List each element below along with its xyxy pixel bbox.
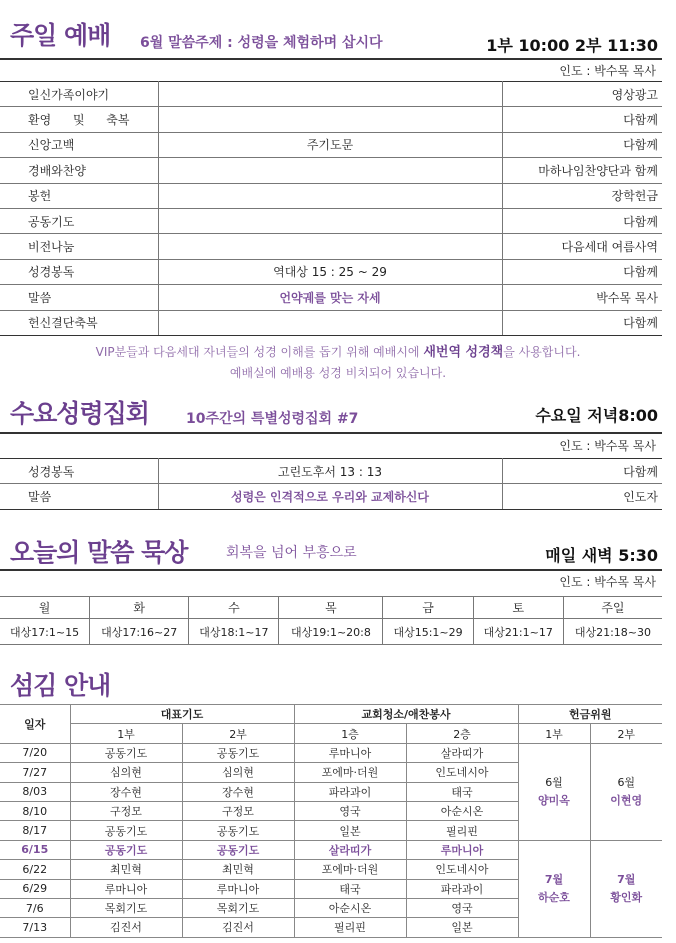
sunday-title: 주일 예배 bbox=[10, 21, 111, 50]
table-row bbox=[0, 743, 662, 762]
order-content bbox=[158, 158, 502, 183]
cell-p1: 최민혁 bbox=[70, 860, 182, 879]
order-row bbox=[0, 107, 662, 132]
divider bbox=[0, 432, 662, 434]
wednesday-time: 수요일 저녁8:00 bbox=[535, 406, 658, 425]
sub-header: 1부 bbox=[518, 724, 590, 743]
order-content: 역대상 15 : 25 ~ 29 bbox=[158, 259, 502, 284]
cell-date: 7/20 bbox=[0, 743, 70, 762]
cell-p2: 심의현 bbox=[182, 763, 294, 782]
cell-c1: 필리핀 bbox=[294, 918, 406, 937]
reading-cell: 대상15:1~29 bbox=[383, 619, 473, 645]
cell-c1: 태국 bbox=[294, 879, 406, 898]
order-by: 마하나임찬양단과 함께 bbox=[502, 158, 662, 183]
order-content: 성령은 인격적으로 우리와 교제하신다 bbox=[158, 484, 502, 509]
cell-c2: 루마니아 bbox=[406, 840, 518, 859]
order-row bbox=[0, 484, 662, 509]
order-content bbox=[158, 107, 502, 132]
cell-p2: 목회기도 bbox=[182, 898, 294, 917]
cell-date: 7/13 bbox=[0, 918, 70, 937]
cell-c1: 일본 bbox=[294, 821, 406, 840]
sub-header: 2부 bbox=[590, 724, 662, 743]
cell-p2: 김진서 bbox=[182, 918, 294, 937]
wednesday-theme: 10주간의 특별성령집회 #7 bbox=[186, 411, 359, 427]
cell-p1: 공동기도 bbox=[70, 821, 182, 840]
finance-month: 7월 bbox=[544, 872, 564, 886]
notice-text: VIP분들과 다음세대 자녀들의 성경 이해를 돕기 위해 예배시에 bbox=[95, 345, 424, 359]
cell-date: 7/27 bbox=[0, 763, 70, 782]
order-by: 다함께 bbox=[502, 259, 662, 284]
day-label: 토 bbox=[473, 597, 563, 619]
day-label: 목 bbox=[279, 597, 383, 619]
reading-cell: 대상17:16~27 bbox=[90, 619, 189, 645]
divider bbox=[0, 58, 662, 60]
col-date-header: 일자 bbox=[0, 705, 70, 744]
day-label: 월 bbox=[0, 597, 90, 619]
cell-p2: 구정모 bbox=[182, 801, 294, 820]
sunday-theme: 6월 말씀주제 : 성령을 체험하며 삽시다 bbox=[140, 35, 383, 51]
order-content bbox=[158, 82, 502, 107]
cell-c2: 일본 bbox=[406, 918, 518, 937]
cell-date: 8/17 bbox=[0, 821, 70, 840]
divider bbox=[0, 569, 662, 571]
order-item: 헌신결단축복 bbox=[0, 310, 158, 335]
cell-date: 8/03 bbox=[0, 782, 70, 801]
sub-header: 2부 bbox=[182, 724, 294, 743]
sunday-order-table bbox=[0, 81, 662, 336]
cell-p2: 루마니아 bbox=[182, 879, 294, 898]
sub-header: 1층 bbox=[294, 724, 406, 743]
cell-c1: 루마니아 bbox=[294, 743, 406, 762]
meditation-leader: 인도 : 박수목 목사 bbox=[559, 575, 656, 589]
meditation-title: 오늘의 말씀 묵상 bbox=[10, 538, 188, 567]
finance-name: 황인화 bbox=[610, 890, 643, 904]
finance-month: 7월 bbox=[617, 872, 636, 886]
cell-c1: 파라과이 bbox=[294, 782, 406, 801]
order-by: 다함께 bbox=[502, 208, 662, 233]
order-item: 공동기도 bbox=[0, 208, 158, 233]
cell-p1: 김진서 bbox=[70, 918, 182, 937]
cell-p2: 공동기도 bbox=[182, 840, 294, 859]
order-row bbox=[0, 234, 662, 259]
order-item: 성경봉독 bbox=[0, 459, 158, 484]
finance-cell bbox=[518, 743, 590, 840]
order-by: 다함께 bbox=[502, 459, 662, 484]
order-content bbox=[158, 183, 502, 208]
cell-p2: 공동기도 bbox=[182, 821, 294, 840]
cell-c2: 살라띠가 bbox=[406, 743, 518, 762]
cell-date: 8/10 bbox=[0, 801, 70, 820]
order-content: 언약궤를 맞는 자세 bbox=[158, 285, 502, 310]
order-by: 영상광고 bbox=[502, 82, 662, 107]
week-readings-row bbox=[0, 619, 662, 645]
order-row bbox=[0, 183, 662, 208]
reading-cell: 대상17:1~15 bbox=[0, 619, 90, 645]
order-by: 인도자 bbox=[502, 484, 662, 509]
sunday-time: 1부 10:00 2부 11:30 bbox=[486, 36, 658, 55]
cell-p2: 공동기도 bbox=[182, 743, 294, 762]
cell-p1: 공동기도 bbox=[70, 840, 182, 859]
order-content bbox=[158, 310, 502, 335]
cell-date: 6/29 bbox=[0, 879, 70, 898]
cell-c1: 영국 bbox=[294, 801, 406, 820]
cell-p1: 심의현 bbox=[70, 763, 182, 782]
cell-c2: 필리핀 bbox=[406, 821, 518, 840]
order-item: 말씀 bbox=[0, 285, 158, 310]
cell-p1: 루마니아 bbox=[70, 879, 182, 898]
notice-text: 을 사용합니다. bbox=[503, 345, 581, 359]
wednesday-leader: 인도 : 박수목 목사 bbox=[559, 439, 656, 453]
order-item: 경배와찬양 bbox=[0, 158, 158, 183]
service-title: 섬김 안내 bbox=[10, 671, 111, 700]
cell-p1: 목회기도 bbox=[70, 898, 182, 917]
reading-cell: 대상18:1~17 bbox=[189, 619, 279, 645]
cell-c1: 포에마·더원 bbox=[294, 763, 406, 782]
cell-c1: 포에마·더원 bbox=[294, 860, 406, 879]
finance-name: 이현영 bbox=[610, 793, 643, 807]
sunday-leader: 인도 : 박수목 목사 bbox=[559, 64, 656, 78]
cell-p2: 장수현 bbox=[182, 782, 294, 801]
day-label: 주일 bbox=[563, 597, 662, 619]
finance-name: 하순호 bbox=[538, 890, 570, 904]
cell-c2: 영국 bbox=[406, 898, 518, 917]
order-row bbox=[0, 132, 662, 157]
table-row bbox=[0, 840, 662, 859]
cell-c2: 파라과이 bbox=[406, 879, 518, 898]
group-prayer-header: 대표기도 bbox=[70, 705, 294, 724]
cell-p1: 장수현 bbox=[70, 782, 182, 801]
finance-name: 양미옥 bbox=[538, 793, 570, 807]
sub-header: 1부 bbox=[70, 724, 182, 743]
order-content: 고린도후서 13 : 13 bbox=[158, 459, 502, 484]
service-table bbox=[0, 704, 662, 938]
order-row bbox=[0, 459, 662, 484]
order-item: 일신가족이야기 bbox=[0, 82, 158, 107]
reading-cell: 대상19:1~20:8 bbox=[279, 619, 383, 645]
notice-text-2: 예배실에 예배용 성경 비치되어 있습니다. bbox=[229, 366, 447, 380]
order-by: 박수목 목사 bbox=[502, 285, 662, 310]
cell-c2: 태국 bbox=[406, 782, 518, 801]
cell-p1: 공동기도 bbox=[70, 743, 182, 762]
order-item: 봉헌 bbox=[0, 183, 158, 208]
order-row bbox=[0, 158, 662, 183]
wednesday-order-table bbox=[0, 458, 662, 510]
finance-cell bbox=[518, 840, 590, 937]
day-label: 화 bbox=[90, 597, 189, 619]
group-finance-header: 헌금위원 bbox=[518, 705, 662, 724]
cell-c1: 아순시온 bbox=[294, 898, 406, 917]
finance-month: 6월 bbox=[617, 775, 636, 789]
day-label: 수 bbox=[189, 597, 279, 619]
cell-date: 7/6 bbox=[0, 898, 70, 917]
wednesday-title: 수요성령집회 bbox=[10, 399, 149, 428]
week-days-row bbox=[0, 597, 662, 619]
finance-cell bbox=[590, 743, 662, 840]
finance-month: 6월 bbox=[545, 775, 563, 789]
order-item: 비전나눔 bbox=[0, 234, 158, 259]
order-by: 다함께 bbox=[502, 132, 662, 157]
sunday-notice bbox=[0, 342, 676, 383]
cell-c2: 아순시온 bbox=[406, 801, 518, 820]
order-row bbox=[0, 310, 662, 335]
cell-c1: 살라띠가 bbox=[294, 840, 406, 859]
order-item: 신앙고백 bbox=[0, 132, 158, 157]
meditation-theme: 회복을 넘어 부흥으로 bbox=[226, 545, 357, 561]
cell-date: 6/15 bbox=[0, 840, 70, 859]
cell-date: 6/22 bbox=[0, 860, 70, 879]
cell-c2: 인도네시아 bbox=[406, 763, 518, 782]
order-row bbox=[0, 208, 662, 233]
order-item: 성경봉독 bbox=[0, 259, 158, 284]
finance-cell bbox=[590, 840, 662, 937]
order-content: 주기도문 bbox=[158, 132, 502, 157]
sub-header: 2층 bbox=[406, 724, 518, 743]
order-by: 다함께 bbox=[502, 107, 662, 132]
order-by: 다함께 bbox=[502, 310, 662, 335]
order-by: 장학헌금 bbox=[502, 183, 662, 208]
cell-p1: 구정모 bbox=[70, 801, 182, 820]
order-by: 다음세대 여름사역 bbox=[502, 234, 662, 259]
reading-cell: 대상21:18~30 bbox=[563, 619, 662, 645]
meditation-time: 매일 새벽 5:30 bbox=[545, 546, 658, 565]
notice-highlight: 새번역 성경책 bbox=[423, 345, 504, 360]
order-row bbox=[0, 259, 662, 284]
meditation-table bbox=[0, 596, 662, 645]
order-content bbox=[158, 234, 502, 259]
reading-cell: 대상21:1~17 bbox=[473, 619, 563, 645]
order-item: 말씀 bbox=[0, 484, 158, 509]
group-clean-header: 교회청소/애찬봉사 bbox=[294, 705, 518, 724]
day-label: 금 bbox=[383, 597, 473, 619]
cell-p2: 최민혁 bbox=[182, 860, 294, 879]
order-content bbox=[158, 208, 502, 233]
cell-c2: 인도네시아 bbox=[406, 860, 518, 879]
order-row bbox=[0, 285, 662, 310]
order-row bbox=[0, 82, 662, 107]
order-item: 환영 및 축복 bbox=[0, 107, 158, 132]
